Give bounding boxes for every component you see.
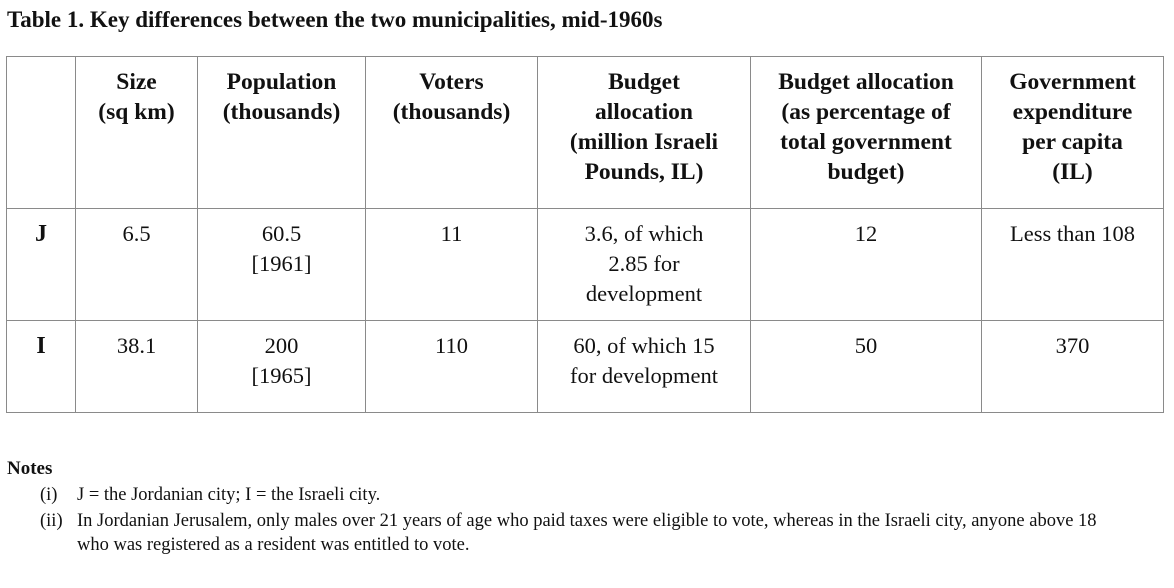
row-label: I (7, 321, 76, 413)
table-cell: 6.5 (76, 209, 198, 321)
header-expenditure-per-capita: Government expenditure per capita (IL) (982, 57, 1164, 209)
row-label: J (7, 209, 76, 321)
table-cell: 200 [1965] (198, 321, 366, 413)
table-title: Table 1. Key differences between the two municipalities, mid-1960s (7, 7, 663, 32)
header-budget-allocation: Budget allocation (million Israeli Pounds, IL) (538, 57, 751, 209)
table-cell: 370 (982, 321, 1164, 413)
table-cell: 60, of which 15 for development (538, 321, 751, 413)
table-cell: 50 (751, 321, 982, 413)
header-empty-cell (7, 57, 76, 209)
note-marker: (i) (40, 485, 58, 505)
header-size: Size (sq km) (76, 57, 198, 209)
table-cell: 3.6, of which 2.85 for development (538, 209, 751, 321)
note-text: In Jordanian Jerusalem, only males over 21 years of age who paid taxes were eligible to vote, whereas in the Israeli city, anyone above 18 who was registered as a resident was entitled to vote. (77, 511, 1097, 555)
note-text: J = the Jordanian city; I = the Israeli city. (77, 485, 381, 505)
table-cell: 38.1 (76, 321, 198, 413)
notes-heading: Notes (7, 458, 53, 479)
table-cell: Less than 108 (982, 209, 1164, 321)
header-budget-percentage: Budget allocation (as percentage of total government budget) (751, 57, 982, 209)
table-row (7, 209, 1164, 321)
note-marker: (ii) (40, 511, 63, 531)
table-cell: 110 (366, 321, 538, 413)
header-voters: Voters (thousands) (366, 57, 538, 209)
table-header-row (7, 57, 1164, 209)
table-cell: 12 (751, 209, 982, 321)
municipalities-table (6, 56, 1164, 413)
table-cell: 60.5 [1961] (198, 209, 366, 321)
header-population: Population (thousands) (198, 57, 366, 209)
table-cell: 11 (366, 209, 538, 321)
table-row (7, 321, 1164, 413)
